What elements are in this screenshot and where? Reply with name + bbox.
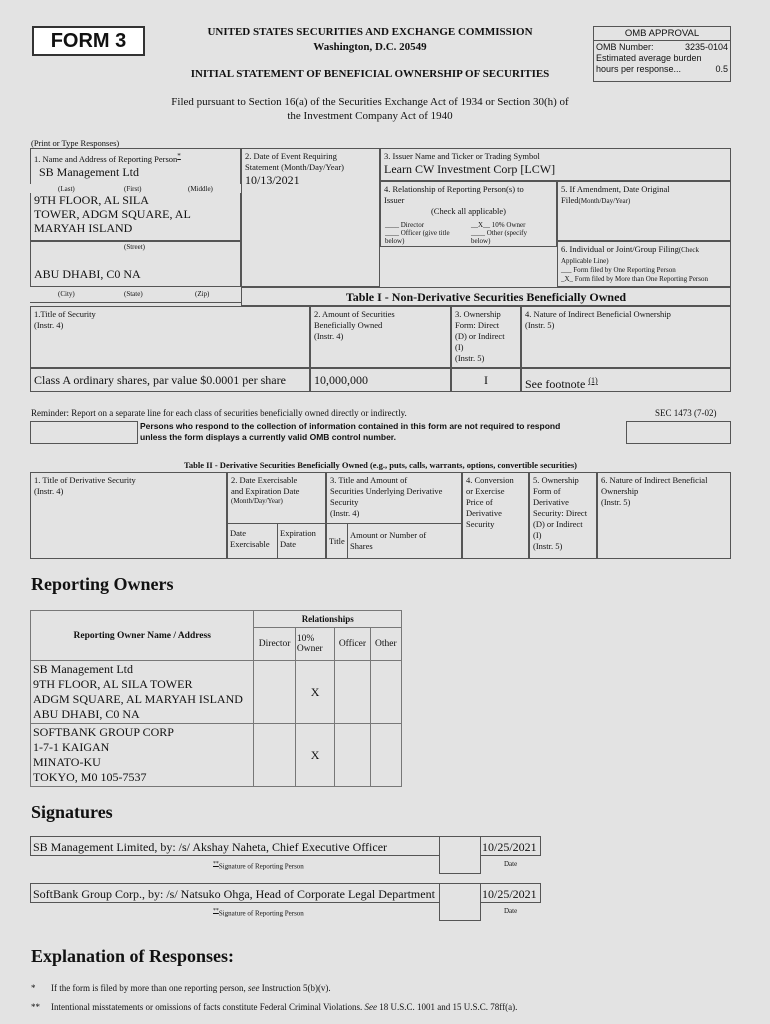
security-ownership-form: I — [484, 373, 488, 387]
box3-label: 3. Issuer Name and Ticker or Trading Symbol — [384, 151, 540, 161]
box1-zip-label: (Zip) — [195, 290, 210, 298]
t2-c2-sub1-a: Date — [230, 528, 247, 538]
table1-title: Table I - Non-Derivative Securities Beneficially Owned — [345, 290, 627, 304]
street-line2: TOWER, ADGM SQUARE, AL — [34, 207, 191, 221]
owner-1-line2: 9TH FLOOR, AL SILA TOWER — [33, 677, 193, 691]
t1-col1-l2: (Instr. 4) — [34, 320, 64, 330]
owner-1-line1: SB Management Ltd — [33, 662, 133, 676]
t1-col2-l3: (Instr. 4) — [314, 331, 344, 341]
t1-col1-l1: 1.Title of Security — [34, 309, 96, 319]
box3-issuer — [380, 148, 731, 181]
table1-row-nature — [521, 368, 731, 392]
t2-c3-l4: (Instr. 4) — [330, 508, 360, 518]
t2-c2-sub2-b: Date — [280, 539, 297, 549]
print-note: (Print or Type Responses) — [31, 138, 120, 148]
omb-number-label: OMB Number: — [596, 42, 654, 52]
table1-col4-header — [521, 306, 731, 368]
t2-c4-l1: 4. Conversion — [466, 475, 514, 485]
signature-2-box — [30, 883, 439, 903]
table1-row-amount — [310, 368, 451, 392]
filed-pursuant-line1: Filed pursuant to Section 16(a) of the Securities Exchange Act of 1934 or Section 30(h) of — [171, 96, 569, 108]
note-1-em: see — [247, 983, 260, 993]
t2-c6-l3: (Instr. 5) — [601, 497, 631, 507]
box5-label-small: (Month/Day/Year) — [578, 197, 631, 205]
ro-header-row-1 — [31, 611, 402, 628]
table1-col1-header — [30, 306, 310, 368]
t1-col4-l2: (Instr. 5) — [525, 320, 555, 330]
table1-title-bar — [241, 287, 731, 306]
reporting-owners-heading: Reporting Owners — [31, 574, 174, 594]
table2-title: Table II - Derivative Securities Beneficially Owned (e.g., puts, calls, warrants, options, convertible securities) — [183, 460, 577, 470]
box1-street — [30, 193, 241, 241]
t1-col3-l2: Form: Direct — [455, 320, 500, 330]
box5-label-1: 5. If Amendment, Date Original — [561, 184, 670, 194]
signature-2-text: SoftBank Group Corp., by: /s/ Natsuko Ohga, Head of Corporate Legal Department — [33, 887, 435, 901]
owner-2-line1: SOFTBANK GROUP CORP — [33, 725, 174, 739]
ro-col-ten-pct-a: 10% — [296, 634, 315, 644]
table1-row-form — [451, 368, 521, 392]
owner-2-officer — [335, 724, 370, 787]
owner-1-line3: ADGM SQUARE, AL MARYAH ISLAND — [33, 692, 243, 706]
street-line1: 9TH FLOOR, AL SILA — [34, 193, 149, 207]
box4-officer: ____ Officer (give title — [385, 229, 450, 237]
box1-footnote-mark: * — [177, 152, 181, 160]
t2-c4-l2: or Exercise — [466, 486, 505, 496]
box6-opt1: ___ Form filed by One Reporting Person — [561, 266, 676, 274]
box4-relationship — [380, 181, 557, 247]
explanation-heading: Explanation of Responses: — [31, 946, 235, 966]
box4-label-2: Issuer — [384, 195, 405, 205]
omb-approval-box — [593, 26, 731, 82]
owner-address — [31, 724, 254, 787]
sec-number: SEC 1473 (7-02) — [655, 408, 717, 418]
statement-title: INITIAL STATEMENT OF BENEFICIAL OWNERSHIP OF SECURITIES — [190, 68, 550, 80]
owner-address — [31, 661, 254, 724]
box1-last: (Last) — [58, 185, 75, 193]
security-amount: 10,000,000 — [314, 373, 368, 387]
signature-1-box — [30, 836, 439, 856]
signature-2-label: Signature of Reporting Person — [218, 909, 304, 918]
box6-label: 6. Individual or Joint/Group Filing — [561, 244, 679, 254]
issuer-value: Learn CW Investment Corp [LCW] — [384, 162, 556, 176]
t2-c2-l3: (Month/Day/Year) — [231, 497, 283, 505]
t1-col3-l3: (D) or Indirect — [455, 331, 505, 341]
owner-1-director — [254, 661, 295, 724]
box1-middle: (Middle) — [188, 185, 213, 193]
t2-c5-l1: 5. Ownership — [533, 475, 579, 485]
box4-officer2: below) — [385, 237, 405, 245]
box6-filing — [557, 241, 731, 287]
signature-2-gap — [439, 883, 481, 921]
t2-c6-l1: 6. Nature of Indirect Beneficial — [601, 475, 708, 485]
form-label: FORM 3 — [50, 30, 127, 52]
commission-location: Washington, D.C. 20549 — [313, 41, 427, 53]
owner-1-ten-pct: X — [295, 661, 334, 724]
event-date-value: 10/13/2021 — [245, 173, 300, 187]
signature-1-date: 10/25/2021 — [482, 840, 537, 854]
t2-c2-sub1-b: Exercisable — [230, 539, 270, 549]
signature-1-date-box — [481, 836, 541, 856]
box6-opt2: _X_ Form filed by More than One Reporting Person — [561, 275, 708, 283]
owner-2-director — [254, 724, 295, 787]
t1-col2-l1: 2. Amount of Securities — [314, 309, 395, 319]
table-row — [31, 661, 402, 724]
signature-2-date-box — [481, 883, 541, 903]
city-state-zip: ABU DHABI, C0 NA — [34, 267, 141, 281]
signature-1-gap — [439, 836, 481, 874]
t2-c4-l5: Security — [466, 519, 495, 529]
t2-c2-split-v — [277, 523, 278, 559]
t2-c2-sub2-a: Expiration — [280, 528, 316, 538]
omb-burden-value: 0.5 — [715, 64, 728, 74]
owner-1-officer — [335, 661, 370, 724]
t1-col3-l5: (Instr. 5) — [455, 353, 485, 363]
box4-ten-pct: __X__ 10% Owner — [471, 221, 526, 229]
table1-row-title — [30, 368, 310, 392]
t2-c2-l1: 2. Date Exercisable — [231, 475, 298, 485]
note-2-mark: ** — [31, 1002, 40, 1012]
owner-2-ten-pct: X — [295, 724, 334, 787]
box1-bottom-line — [30, 302, 241, 303]
t2-c3-l1: 3. Title and Amount of — [330, 475, 408, 485]
note-1-text-a: If the form is filed by more than one reporting person, — [51, 983, 246, 993]
t2-c1-l2: (Instr. 4) — [34, 486, 64, 496]
t2-c4-l3: Price of — [466, 497, 493, 507]
signature-2-date: 10/25/2021 — [482, 887, 537, 901]
t1-col3-l1: 3. Ownership — [455, 309, 501, 319]
ro-col-ten-pct — [295, 628, 334, 661]
note-2-text-a: Intentional misstatements or omissions of facts constitute Federal Criminal Violations. — [51, 1002, 363, 1012]
box1-city-label: (City) — [58, 290, 75, 298]
signature-2-date-label: Date — [504, 907, 518, 915]
box1-street-label: (Street) — [124, 243, 145, 251]
security-title: Class A ordinary shares, par value $0.0001 per share — [34, 373, 286, 387]
omb-number-value: 3235-0104 — [684, 42, 728, 52]
t2-c3-split-v — [347, 523, 348, 559]
ro-col-officer: Officer — [335, 628, 370, 661]
street-line3: MARYAH ISLAND — [34, 221, 133, 235]
owner-2-line3: MINATO-KU — [33, 755, 101, 769]
signature-1-label: Signature of Reporting Person — [218, 862, 304, 871]
owner-2-line2: 1-7-1 KAIGAN — [33, 740, 110, 754]
note-1-mark: * — [31, 983, 36, 993]
signature-2-mark: ** — [213, 908, 219, 914]
t2-c5-l5: (D) or Indirect — [533, 519, 583, 529]
note-1-text-b: Instruction 5(b)(v). — [261, 983, 331, 993]
t2-c2-l2: and Expiration Date — [231, 486, 300, 496]
box1-state-label: (State) — [124, 290, 143, 298]
omb-burden-label: hours per response... — [596, 64, 682, 74]
box6-label-small: (Check Applicable Line) — [561, 246, 700, 265]
box4-other: ____ Other (specify — [471, 229, 527, 237]
reminder-text: Reminder: Report on a separate line for each class of securities beneficially owned directly or indirectly. — [31, 408, 407, 418]
box4-other2: below) — [471, 237, 491, 245]
explanation-note-1 — [31, 983, 331, 994]
form-label-box — [32, 26, 145, 56]
box1-first: (First) — [124, 185, 142, 193]
owner-1-other — [370, 661, 401, 724]
t2-c4-l4: Derivative — [466, 508, 502, 518]
t2-c3-l2: Securities Underlying Derivative — [330, 486, 443, 496]
note-2-text-b: 18 U.S.C. 1001 and 15 U.S.C. 78ff(a). — [379, 1002, 518, 1012]
box5-amendment — [557, 181, 731, 241]
box4-label-1: 4. Relationship of Reporting Person(s) to — [384, 184, 524, 194]
ro-col-ten-pct-b: Owner — [296, 644, 323, 654]
t2-c3-sub1: Title — [329, 536, 345, 546]
commission-title: UNITED STATES SECURITIES AND EXCHANGE COMMISSION — [207, 26, 533, 38]
persons-right-box — [626, 421, 731, 444]
t2-c5-l4: Security: Direct — [533, 508, 588, 518]
signature-1-text: SB Management Limited, by: /s/ Akshay Naheta, Chief Executive Officer — [33, 840, 388, 854]
table2-c6 — [597, 472, 731, 559]
persons-left-box — [30, 421, 138, 444]
box2-event-date — [241, 148, 380, 287]
signature-1-mark: ** — [213, 861, 219, 867]
t2-c5-l7: (Instr. 5) — [533, 541, 563, 551]
signatures-heading: Signatures — [31, 802, 113, 822]
box1-city — [30, 241, 241, 287]
t2-c3-l3: Security — [330, 497, 359, 507]
filed-pursuant-line2: the Investment Company Act of 1940 — [287, 110, 453, 122]
table1-col2-header — [310, 306, 451, 368]
footnote-link-1[interactable]: (1) — [588, 376, 598, 385]
t1-col4-l1: 4. Nature of Indirect Beneficial Ownership — [525, 309, 671, 319]
table2-c1 — [30, 472, 227, 559]
table2-c5 — [529, 472, 597, 559]
reporting-owners-table — [30, 610, 402, 787]
ro-relationships: Relationships — [254, 611, 402, 628]
box1-label: 1. Name and Address of Reporting Person — [34, 153, 178, 164]
owner-1-line4: ABU DHABI, C0 NA — [33, 707, 140, 721]
persons-line2: unless the form displays a currently valid OMB control number. — [140, 432, 397, 442]
box2-label-2: Statement (Month/Day/Year) — [245, 162, 344, 172]
ro-col-name: Reporting Owner Name / Address — [31, 611, 254, 661]
reporting-person-name: SB Management Ltd — [39, 164, 139, 179]
note-2-em: See — [364, 1002, 377, 1012]
omb-title: OMB APPROVAL — [594, 27, 730, 41]
t1-col2-l2: Beneficially Owned — [314, 320, 383, 330]
table-row — [31, 724, 402, 787]
box4-director: ____ Director — [385, 221, 425, 229]
box1-name — [30, 148, 241, 184]
box2-label-1: 2. Date of Event Requiring — [245, 151, 337, 161]
persons-line1: Persons who respond to the collection of information contained in this form are not required to respond — [140, 421, 561, 431]
t2-c5-l2: Form of — [533, 486, 561, 496]
box5-label-2: Filed — [561, 195, 579, 205]
owner-2-line4: TOKYO, M0 105-7537 — [33, 770, 147, 784]
ro-col-other: Other — [370, 628, 401, 661]
t2-c3-sub2-a: Amount or Number of — [350, 530, 427, 540]
ro-col-director: Director — [254, 628, 295, 661]
omb-burden-line1: Estimated average burden — [596, 53, 702, 63]
signature-1-date-label: Date — [504, 860, 518, 868]
owner-2-other — [370, 724, 401, 787]
box4-check-all: (Check all applicable) — [430, 206, 507, 216]
explanation-note-2 — [31, 1002, 517, 1013]
t2-c1-l1: 1. Title of Derivative Security — [34, 475, 136, 485]
security-nature: See footnote — [525, 377, 586, 391]
table1-col3-header — [451, 306, 521, 368]
table2-c4 — [462, 472, 529, 559]
t2-c3-sub2-b: Shares — [350, 541, 373, 551]
t2-c5-l6: (I) — [533, 530, 542, 540]
t2-c5-l3: Derivative — [533, 497, 569, 507]
omb-burden-row — [596, 64, 728, 75]
t1-col3-l4: (I) — [455, 342, 464, 352]
omb-number-row — [596, 42, 728, 53]
t2-c6-l2: Ownership — [601, 486, 639, 496]
